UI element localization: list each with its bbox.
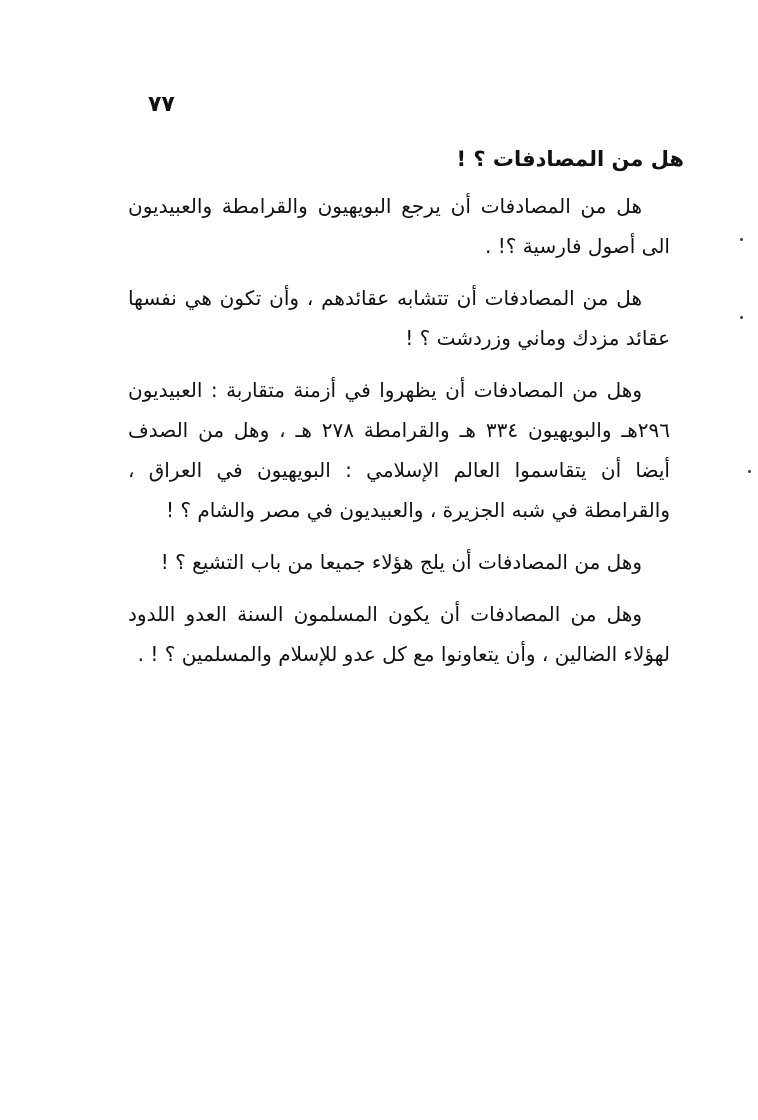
paragraph-3: وهل من المصادفات أن يظهروا في أزمنة متقاربة : العبيديون ٢٩٦هـ والبويهيون ٣٣٤ هـ والقرامطة ٢٧٨ هـ ، وهل من الصدف أيضا أن يتقاسموا العالم الإسلامي : البويهيون في العراق ، والقرامطة في شبه الجزيرة ، والعبيديون في مصر والشام ؟ ! [128, 378, 670, 522]
section-heading: هل من المصادفات ؟ ! [456, 147, 684, 171]
paragraph-5: وهل من المصادفات أن يكون المسلمون السنة العدو اللدود لهؤلاء الضالين ، وأن يتعاونوا مع كل عدو للإسلام والمسلمين ؟ ! . [128, 602, 670, 666]
page-body [128, 140, 684, 686]
scan-speck [748, 470, 751, 473]
paragraph-4: وهل من المصادفات أن يلج هؤلاء جميعا من باب التشيع ؟ ! [160, 550, 642, 574]
scan-speck [740, 316, 743, 319]
paragraph-1: هل من المصادفات أن يرجع البويهيون والقرامطة والعبيديون الى أصول فارسية ؟! . [128, 194, 670, 258]
paragraph-2: هل من المصادفات أن تتشابه عقائدهم ، وأن تكون هي نفسها عقائد مزدك وماني وزردشت ؟ ! [128, 286, 670, 350]
page-number: ٧٧ [148, 92, 175, 117]
scan-speck [740, 238, 743, 241]
